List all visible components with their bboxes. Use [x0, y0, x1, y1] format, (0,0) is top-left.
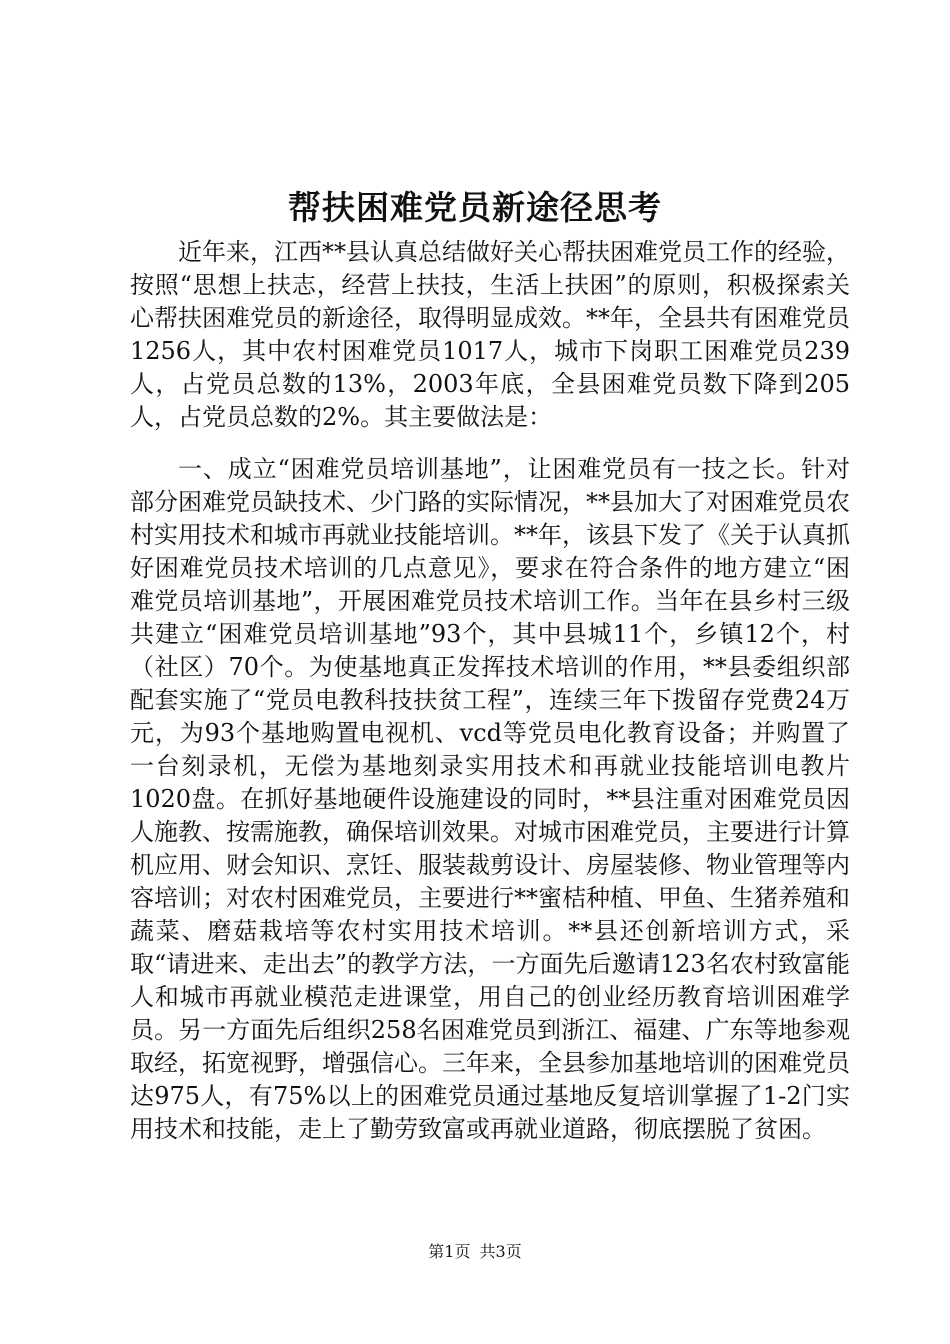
body-paragraph-intro [130, 236, 850, 434]
body-paragraph-section-one [130, 453, 850, 1146]
page-number: 第1页 [428, 1242, 471, 1261]
document-title: 帮扶困难党员新途径思考 [288, 188, 662, 227]
page-total: 共3页 [479, 1242, 522, 1261]
paragraph-text: 近年来，江西**县认真总结做好关心帮扶困难党员工作的经验，按照“思想上扶志，经营上扶技，生活上扶困”的原则，积极探索关心帮扶困难党员的新途径，取得明显成效。**年，全县共有困难党员1256人，其中农村困难党员1017人，城市下岗职工困难党员239人，占党员总数的13%，2003年底，全县困难党员数下降到205人，占党员总数的2%。其主要做法是： [130, 238, 850, 431]
page-footer [0, 1240, 950, 1264]
paragraph-text: 一、成立“困难党员培训基地”，让困难党员有一技之长。针对部分困难党员缺技术、少门路的实际情况，**县加大了对困难党员农村实用技术和城市再就业技能培训。**年，该县下发了《关于认真抓好困难党员技术培训的几点意见》，要求在符合条件的地方建立“困难党员培训基地”，开展困难党员技术培训工作。当年在县乡村三级共建立“困难党员培训基地”93个，其中县城11个，乡镇12个，村（社区）70个。为使基地真正发挥技术培训的作用，**县委组织部配套实施了“党员电教科技扶贫工程”，连续三年下拨留存党费24万元，为93个基地购置电视机、vcd等党员电化教育设备；并购置了一台刻录机，无偿为基地刻录实用技术和再就业技能培训电教片1020盘。在抓好基地硬件设施建设的同时，**县注重对困难党员因人施教、按需施教，确保培训效果。对城市困难党员，主要进行计算机应用、财会知识、烹饪、服装裁剪设计、房屋装修、物业管理等内容培训；对农村困难党员，主要进行**蜜桔种植、甲鱼、生猪养殖和蔬菜、磨菇栽培等农村实用技术培训。**县还创新培训方式，采取“请进来、走出去”的教学方法，一方面先后邀请123名农村致富能人和城市再就业模范走进课堂，用自己的创业经历教育培训困难学员。另一方面先后组织258名困难党员到浙江、福建、广东等地参观取经，拓宽视野，增强信心。三年来，全县参加基地培训的困难党员达975人，有75%以上的困难党员通过基地反复培训掌握了1-2门实用技术和技能，走上了勤劳致富或再就业道路，彻底摆脱了贫困。 [130, 455, 850, 1143]
